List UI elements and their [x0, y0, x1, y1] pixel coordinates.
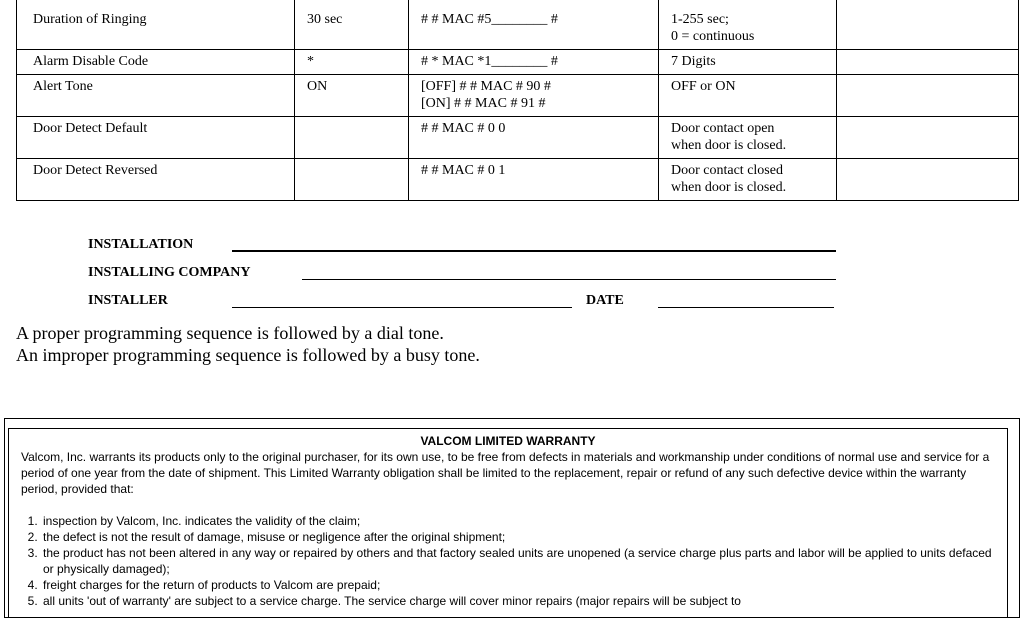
- installation-label: INSTALLATION: [88, 237, 194, 252]
- range-cell: Door contact closed when door is closed.: [659, 159, 837, 201]
- default-cell: *: [295, 50, 409, 75]
- warranty-conditions: [21, 513, 995, 609]
- programming-table: [16, 0, 1019, 201]
- feature-cell: Door Detect Default: [17, 117, 295, 159]
- code-cell: # # MAC # 0 0: [409, 117, 659, 159]
- proper-sequence-note: A proper programming sequence is followed by a dial tone.: [16, 323, 444, 343]
- table-row: [17, 159, 1019, 201]
- feature-cell: Door Detect Reversed: [17, 159, 295, 201]
- default-cell: ON: [295, 75, 409, 117]
- table-row: [17, 117, 1019, 159]
- range-cell: Door contact open when door is closed.: [659, 117, 837, 159]
- code-cell: # # MAC # 0 1: [409, 159, 659, 201]
- notes-cell: [837, 50, 1019, 75]
- range-cell: OFF or ON: [659, 75, 837, 117]
- feature-cell: Alarm Disable Code: [17, 50, 295, 75]
- range-cell: 1-255 sec; 0 = continuous: [659, 0, 837, 50]
- feature-cell: Duration of Ringing: [17, 0, 295, 50]
- table-row: [17, 75, 1019, 117]
- installing-company-line: [302, 279, 836, 280]
- default-cell: [295, 159, 409, 201]
- list-item: 3. the product has not been altered in any way or repaired by others and that factory sealed units are unopened (a service charge plus parts and labor will be applied to units defaced or physically damaged);: [41, 545, 995, 577]
- feature-cell: Alert Tone: [17, 75, 295, 117]
- notes-cell: [837, 159, 1019, 201]
- installer-line: [232, 307, 572, 308]
- improper-sequence-note: An improper programming sequence is followed by a busy tone.: [16, 345, 480, 365]
- list-item: 2. the defect is not the result of damage, misuse or negligence after the original shipment;: [41, 529, 995, 545]
- date-label: DATE: [586, 293, 624, 308]
- list-item: 1. inspection by Valcom, Inc. indicates the validity of the claim;: [41, 513, 995, 529]
- code-cell: # # MAC #5________ #: [409, 0, 659, 50]
- default-cell: [295, 117, 409, 159]
- table-row: [17, 0, 1019, 50]
- notes-cell: [837, 117, 1019, 159]
- list-item: 5. all units 'out of warranty' are subject to a service charge. The service charge will cover minor repairs (major repairs will be subject to: [41, 593, 995, 609]
- warranty-box: [8, 428, 1008, 618]
- warranty-body: Valcom, Inc. warrants its products only to the original purchaser, for its own use, to be free from defects in materials and workmanship under conditions of normal use and service for a period of one year from the date of shipment. This Limited Warranty obligation shall be limited to the replacement, repair or refund of any such defective device within the warranty period, provided that:: [21, 450, 990, 496]
- installer-label: INSTALLER: [88, 293, 168, 308]
- code-cell: # * MAC *1________ #: [409, 50, 659, 75]
- warranty-title: VALCOM LIMITED WARRANTY: [420, 434, 596, 448]
- notes-cell: [837, 75, 1019, 117]
- date-line: [658, 307, 834, 308]
- range-cell: 7 Digits: [659, 50, 837, 75]
- default-cell: 30 sec: [295, 0, 409, 50]
- list-item: 4. freight charges for the return of products to Valcom are prepaid;: [41, 577, 995, 593]
- notes-cell: [837, 0, 1019, 50]
- installing-company-label: INSTALLING COMPANY: [88, 265, 251, 280]
- table-row: [17, 50, 1019, 75]
- installation-line: [232, 250, 836, 252]
- code-cell: [OFF] # # MAC # 90 # [ON] # # MAC # 91 #: [409, 75, 659, 117]
